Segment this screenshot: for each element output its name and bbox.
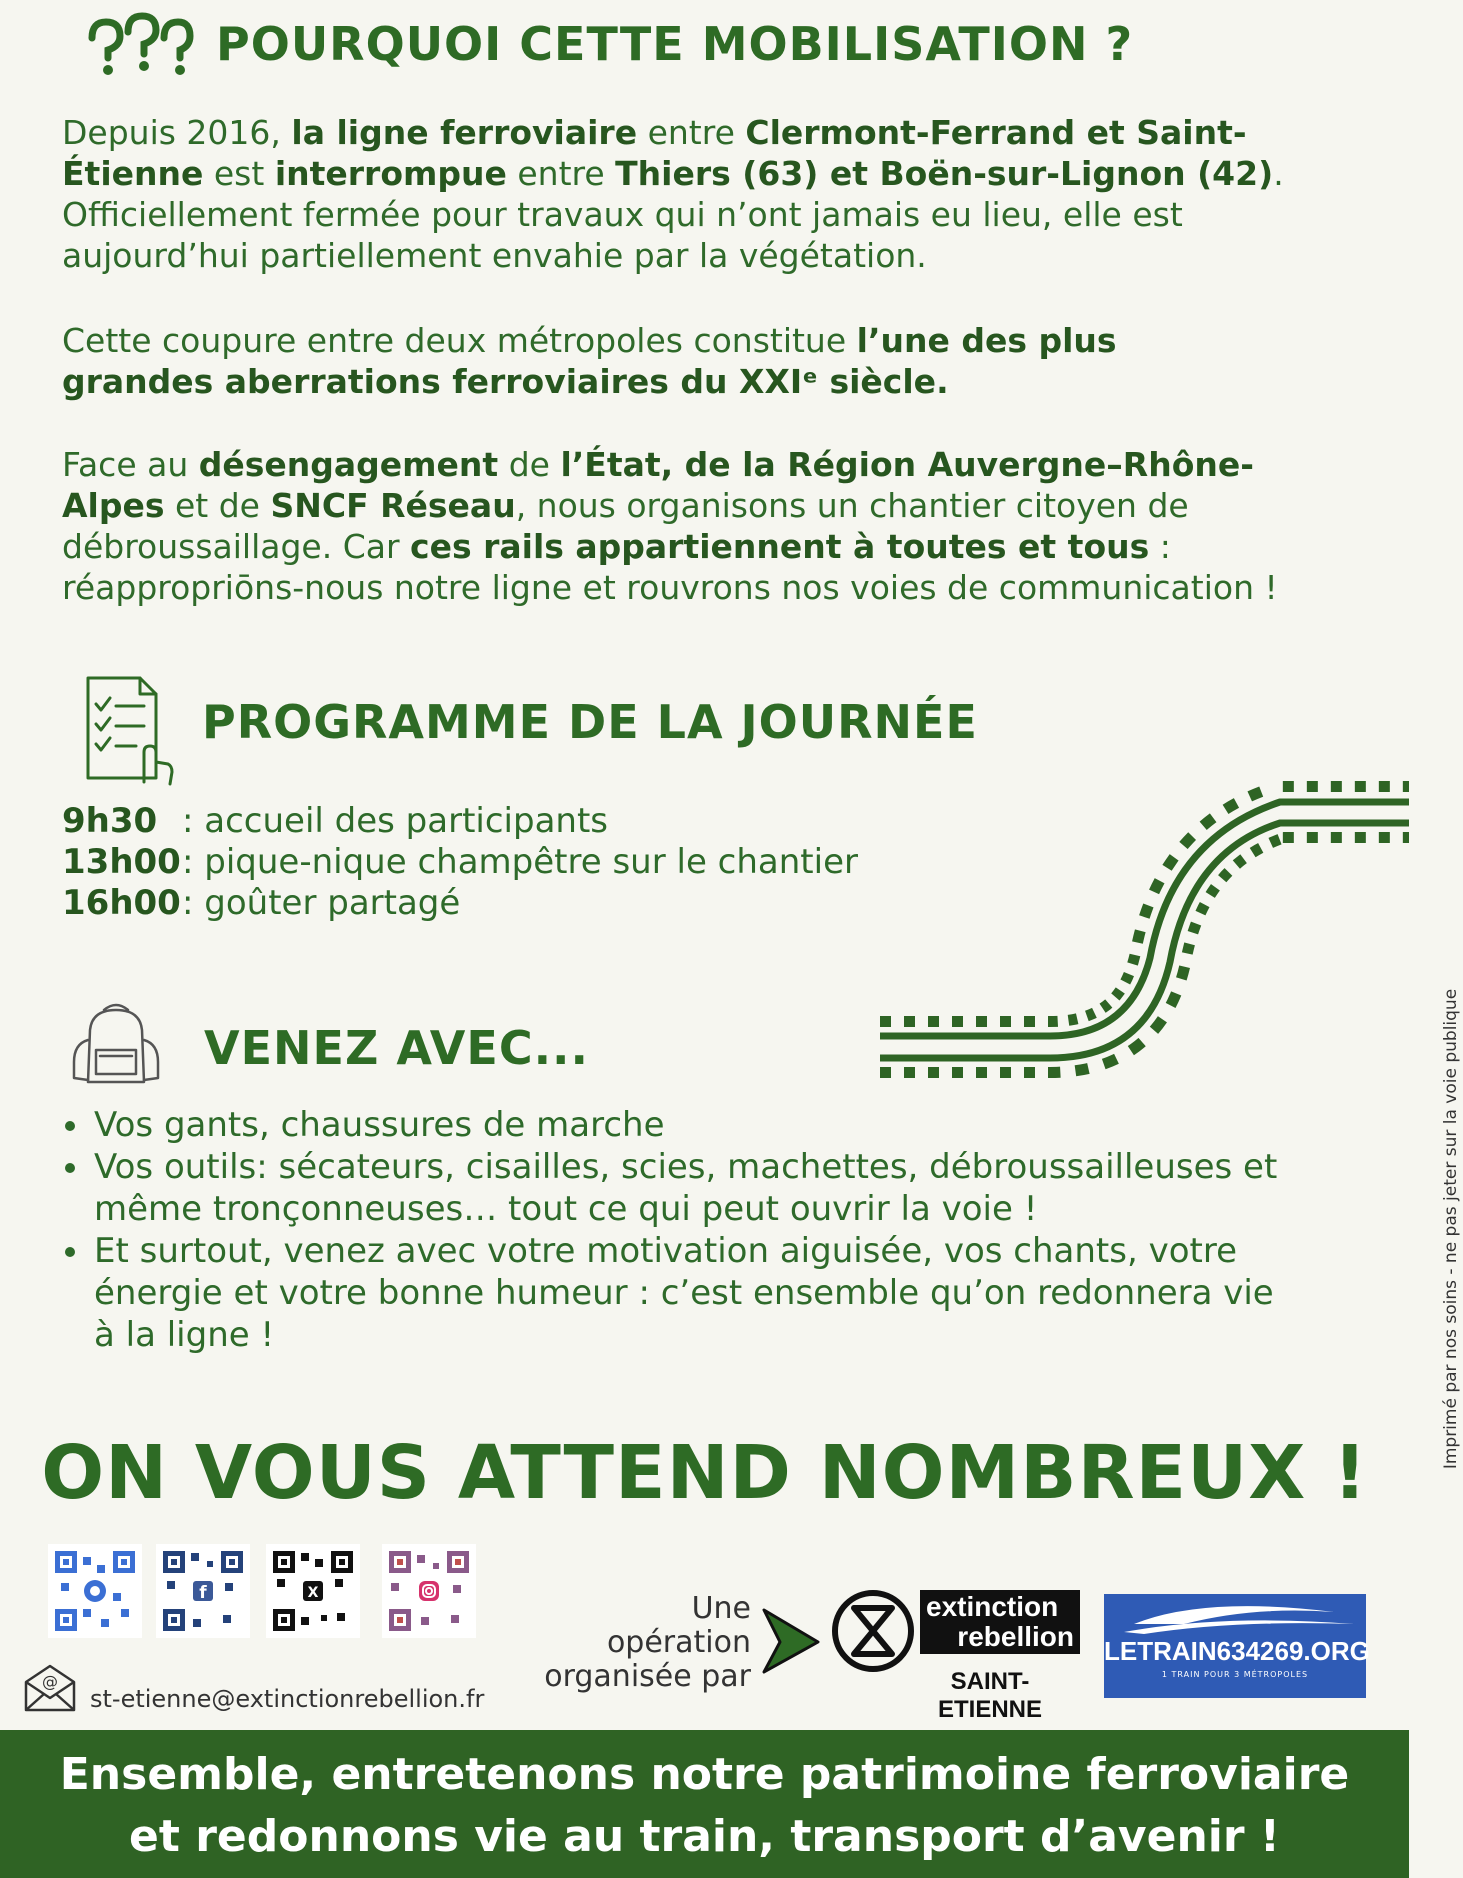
qr-code-facebook[interactable] [156, 1544, 250, 1638]
qr-code-website[interactable] [48, 1544, 142, 1638]
call-to-action: ON VOUS ATTEND NOMBREUX ! [41, 1430, 1368, 1516]
contact-email[interactable]: st-etienne@extinctionrebellion.fr [90, 1685, 485, 1713]
xr-wordmark [920, 1590, 1080, 1654]
backpack-icon [70, 1000, 162, 1090]
schedule-row [62, 883, 962, 924]
xr-wordmark-line-2: rebellion [957, 1621, 1074, 1652]
schedule-list [62, 801, 962, 924]
section-title-why: POURQUOI CETTE MOBILISATION ? [216, 17, 1134, 71]
organizer-line-1: Une [691, 1591, 751, 1626]
schedule-time: 16h00 [62, 883, 181, 923]
list-item: • Vos outils: sécateurs, cisailles, scies, machettes, débroussailleuses et même tronçonneuses… tout ce qui peut ouvrir la voie ! [92, 1146, 1292, 1230]
schedule-desc: : accueil des participants [182, 801, 608, 841]
checklist-icon [84, 674, 174, 786]
xr-hourglass-icon [830, 1588, 916, 1674]
footer-line-2: et redonnons vie au train, transport d’avenir ! [129, 1811, 1280, 1862]
footer-line-1: Ensemble, entretenons notre patrimoine ferroviaire [59, 1749, 1350, 1800]
schedule-desc: : goûter partagé [182, 883, 461, 923]
action-paragraph: Face au désengagement de l’État, de la Région Auvergne–Rhône-Alpes et de SNCF Réseau, nous organisons un chantier citoyen de débroussaillage. Car ces rails appartiennent à toutes et tous : réappropriōns-nous notre ligne et rouvrons nos voies de communication ! [62, 445, 1278, 607]
list-item: • Et surtout, venez avec votre motivation aiguisée, vos chants, votre énergie et votre bonne humeur : c’est ensemble qu’on redonnera vie à la ligne ! [92, 1230, 1292, 1356]
schedule-time: 9h30 [62, 801, 158, 841]
train-logo [1104, 1594, 1370, 1698]
section-title-program: PROGRAMME DE LA JOURNÉE [202, 695, 978, 749]
side-note: Imprimé par nos soins - ne pas jeter sur la voie publique [1441, 988, 1461, 1470]
svg-text:f: f [199, 1583, 207, 1603]
organizer-line-2: opération [606, 1625, 751, 1660]
question-marks-icon [84, 8, 194, 78]
organizer-line-3: organisée par [544, 1659, 751, 1694]
bring-list [62, 1104, 1292, 1356]
intro-paragraph: Depuis 2016, la ligne ferroviaire entre Clermont-Ferrand et Saint-Étienne est interrompue entre Thiers (63) et Boën-sur-Lignon (42). Officiellement fermée pour travaux qui n’ont jamais eu lieu, elle est aujourd’hui partiellement envahie par la végétation. [62, 113, 1284, 275]
svg-text:@: @ [42, 1672, 58, 1691]
section-title-bring: VENEZ AVEC... [204, 1021, 589, 1075]
svg-text:X: X [307, 1585, 319, 1601]
footer-banner [0, 1730, 1409, 1878]
schedule-row [62, 801, 962, 842]
organizer-label [506, 1592, 751, 1694]
arrow-right-icon [762, 1606, 822, 1676]
railway-track-icon [880, 770, 1409, 1070]
xr-city: SAINT-ETIENNE [937, 1668, 1042, 1723]
xr-wordmark-line-1: extinction [926, 1591, 1059, 1622]
train-logo-tagline: 1 TRAIN POUR 3 MÉTROPOLES [1161, 1670, 1309, 1679]
list-item: • Vos gants, chaussures de marche [92, 1104, 1292, 1146]
train-logo-name: LETRAIN634269.ORG [1104, 1636, 1370, 1666]
schedule-time: 13h00 [62, 842, 181, 882]
qr-code-x[interactable] [266, 1544, 360, 1638]
email-icon [22, 1662, 78, 1714]
schedule-row [62, 842, 962, 883]
xr-logo [830, 1588, 1080, 1723]
aberration-paragraph: Cette coupure entre deux métropoles constitue l’une des plus grandes aberrations ferroviaires du XXIᵉ siècle. [62, 321, 1117, 401]
schedule-desc: : pique-nique champêtre sur le chantier [182, 842, 858, 882]
qr-code-instagram[interactable] [382, 1544, 476, 1638]
